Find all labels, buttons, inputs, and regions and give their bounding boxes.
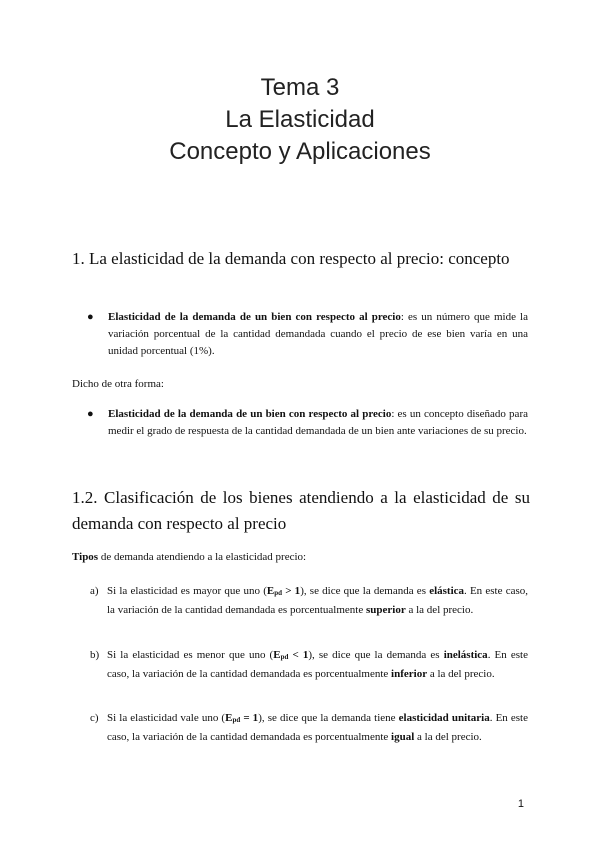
page-number: 1	[517, 798, 524, 810]
definition-bullet-1	[87, 309, 528, 360]
list-item-a	[90, 583, 528, 619]
item-bold-term: inelástica	[443, 649, 488, 661]
title-line-1: Tema 3	[260, 74, 340, 101]
section-1-heading: 1. La elasticidad de la demanda con respecto al precio: concepto	[72, 249, 510, 268]
bullet-1-text: : es un número que mide la variación porcentual de la cantidad demandada cuando el precio de ese bien varía en una unidad porcentual (1%).	[108, 311, 528, 357]
list-marker: a)	[90, 585, 99, 597]
bullet-1-bold: Elasticidad de la demanda de un bien con respecto al precio	[108, 311, 401, 323]
item-bold-term: elástica	[429, 585, 465, 597]
item-text: ), se dice que la demanda es	[300, 585, 430, 597]
item-text: . En este caso, la variación de la cantidad demandada es porcentualmente	[107, 585, 528, 616]
item-text: Si la elasticidad es menor que uno (	[107, 649, 274, 661]
elasticity-symbol: E	[273, 649, 281, 661]
list-item-b	[90, 647, 528, 683]
dicho-paragraph: Dicho de otra forma:	[72, 378, 164, 390]
item-text: . En este caso, la variación de la cantidad demandada es porcentualmente	[107, 712, 528, 743]
bullet-2-text: : es un concepto diseñado para medir el grado de respuesta de la cantidad demandada de un bien ante variaciones de su precio.	[108, 408, 528, 437]
item-text: . En este caso, la variación de la cantidad demandada es porcentualmente	[107, 649, 528, 680]
bullet-dot-icon: ●	[87, 408, 94, 420]
item-bold-term: superior	[366, 604, 406, 616]
list-marker: b)	[90, 649, 100, 661]
elasticity-subscript: pd	[274, 589, 283, 597]
section-1-2-heading: 1.2. Clasificación de los bienes atendiendo a la elasticidad de su demanda con respecto al precio	[72, 488, 530, 533]
item-text: a la del precio.	[414, 731, 482, 743]
tipos-paragraph	[72, 549, 306, 566]
item-bold-term: inferior	[391, 668, 428, 680]
bullet-2-bold: Elasticidad de la demanda de un bien con respecto al precio	[108, 408, 392, 420]
bullet-dot-icon: ●	[87, 311, 94, 323]
elasticity-symbol: E	[266, 585, 275, 597]
item-text: Si la elasticidad vale uno (	[107, 712, 226, 724]
item-bold-term: igual	[391, 731, 415, 743]
item-bold-term: elasticidad unitaria	[398, 712, 490, 724]
item-text: a la del precio.	[405, 604, 474, 616]
definition-bullet-2	[87, 406, 528, 440]
list-marker: c)	[90, 712, 99, 724]
elasticity-condition: > 1	[282, 585, 301, 597]
list-item-c	[90, 710, 528, 746]
item-text: ), se dice que la demanda es	[308, 649, 444, 661]
item-text: ), se dice que la demanda tiene	[258, 712, 399, 724]
elasticity-subscript: pd	[232, 716, 241, 724]
tipos-text: de demanda atendiendo a la elasticidad precio:	[98, 551, 307, 563]
item-text: Si la elasticidad es mayor que uno (	[107, 585, 267, 597]
item-text: a la del precio.	[427, 668, 495, 680]
elasticity-condition: = 1	[240, 712, 259, 724]
elasticity-symbol: E	[225, 712, 233, 724]
document-title	[0, 72, 600, 168]
tipos-bold: Tipos	[72, 551, 99, 563]
elasticity-subscript: pd	[280, 653, 289, 661]
elasticity-condition: < 1	[288, 649, 309, 661]
title-line-3: Concepto y Aplicaciones	[169, 138, 431, 165]
title-line-2: La Elasticidad	[225, 106, 375, 133]
